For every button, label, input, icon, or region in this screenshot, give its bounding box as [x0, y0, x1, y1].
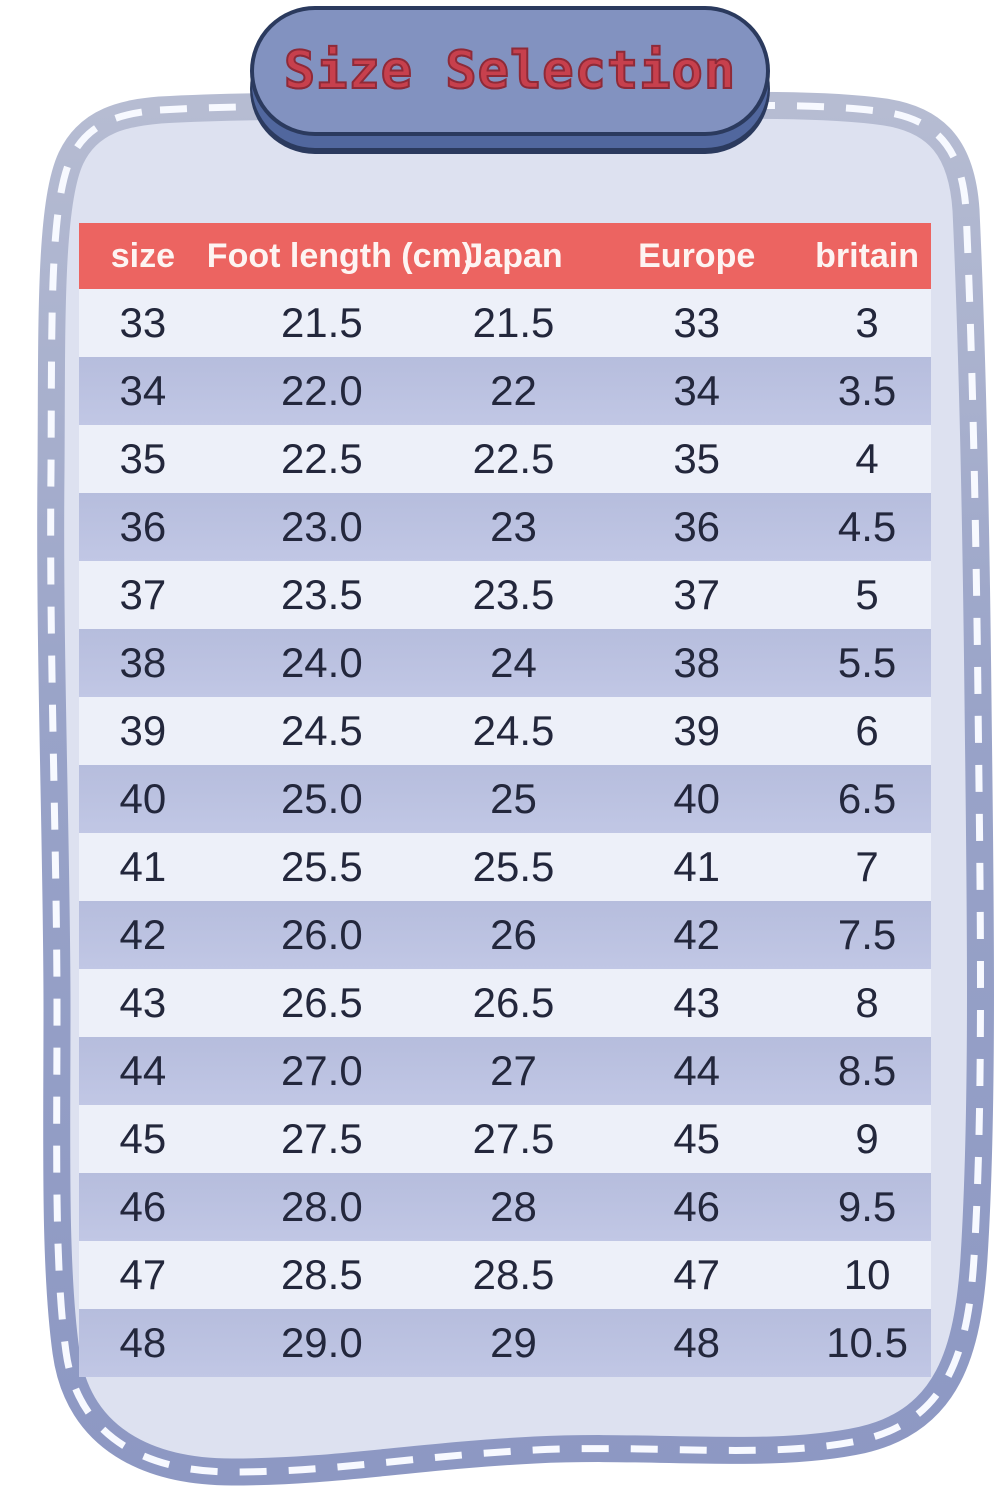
table-cell: 4.5	[837, 503, 897, 550]
header-foot-length: Foot length (cm)	[206, 236, 474, 275]
table-cell: 10	[843, 1251, 891, 1298]
table-cell: 21.5	[280, 299, 363, 346]
table-cell: 22.5	[280, 435, 363, 482]
table-cell: 38	[673, 639, 721, 686]
table-row	[79, 357, 931, 425]
table-cell: 34	[673, 367, 721, 414]
table-cell: 34	[119, 367, 167, 414]
table-row	[79, 1037, 931, 1105]
table-cell: 39	[673, 707, 721, 754]
table-cell: 46	[673, 1183, 721, 1230]
table-cell: 43	[119, 979, 167, 1026]
table-cell: 23.0	[280, 503, 363, 550]
table-cell: 4	[855, 435, 879, 482]
table-row	[79, 1309, 931, 1377]
table-cell: 7	[855, 843, 879, 890]
table-cell: 21.5	[472, 299, 555, 346]
table-cell: 24.0	[280, 639, 363, 686]
table-cell: 28	[490, 1183, 537, 1230]
table-cell: 23.5	[280, 571, 363, 618]
table-cell: 23	[490, 503, 537, 550]
table-cell: 40	[119, 775, 167, 822]
header-britain: britain	[815, 236, 920, 275]
table-cell: 45	[673, 1115, 721, 1162]
table-cell: 22.5	[472, 435, 555, 482]
table-cell: 28.5	[280, 1251, 363, 1298]
table-cell: 25.5	[280, 843, 363, 890]
table-row	[79, 1173, 931, 1241]
table-cell: 41	[119, 843, 167, 890]
table-cell: 43	[673, 979, 721, 1026]
table-cell: 3	[855, 299, 879, 346]
table-cell: 36	[119, 503, 167, 550]
table-cell: 38	[119, 639, 167, 686]
table-cell: 27.5	[472, 1115, 555, 1162]
table-cell: 44	[673, 1047, 721, 1094]
table-cell: 29.0	[280, 1319, 363, 1366]
table-cell: 28.5	[472, 1251, 555, 1298]
table-cell: 22	[490, 367, 537, 414]
table-cell: 37	[673, 571, 721, 618]
table-cell: 26.0	[280, 911, 363, 958]
table-cell: 9	[855, 1115, 879, 1162]
table-cell: 8.5	[837, 1047, 897, 1094]
table-cell: 26	[490, 911, 537, 958]
table-cell: 23.5	[472, 571, 555, 618]
table-cell: 42	[119, 911, 167, 958]
table-row	[79, 697, 931, 765]
table-cell: 45	[119, 1115, 167, 1162]
table-cell: 9.5	[837, 1183, 897, 1230]
page-title: Size Selection	[283, 41, 737, 101]
table-cell: 24.5	[280, 707, 363, 754]
table-row	[79, 493, 931, 561]
table-cell: 48	[119, 1319, 167, 1366]
header-europe: Europe	[638, 236, 756, 275]
size-table	[79, 223, 931, 1377]
table-cell: 27.5	[280, 1115, 363, 1162]
table-cell: 8	[855, 979, 879, 1026]
table-cell: 25.5	[472, 843, 555, 890]
table-row	[79, 289, 931, 357]
title-badge	[250, 6, 770, 136]
table-cell: 5	[855, 571, 879, 618]
table-cell: 47	[119, 1251, 167, 1298]
table-row	[79, 425, 931, 493]
table-row	[79, 1241, 931, 1309]
table-cell: 22.0	[280, 367, 363, 414]
table-cell: 24	[490, 639, 537, 686]
table-header-row	[79, 223, 931, 289]
table-cell: 26.5	[472, 979, 555, 1026]
table-cell: 33	[673, 299, 721, 346]
table-cell: 25	[490, 775, 537, 822]
table-cell: 29	[490, 1319, 537, 1366]
header-size: size	[110, 236, 176, 275]
table-row	[79, 833, 931, 901]
table-cell: 10.5	[826, 1319, 908, 1366]
table-cell: 6	[855, 707, 879, 754]
table-cell: 27	[490, 1047, 537, 1094]
header-japan: Japan	[464, 236, 563, 275]
table-cell: 36	[673, 503, 721, 550]
table-cell: 25.0	[280, 775, 363, 822]
table-cell: 7.5	[837, 911, 897, 958]
table-cell: 6.5	[837, 775, 897, 822]
size-table-body	[79, 289, 931, 1377]
table-row	[79, 1105, 931, 1173]
table-cell: 47	[673, 1251, 721, 1298]
table-cell: 35	[673, 435, 721, 482]
table-row	[79, 629, 931, 697]
table-cell: 37	[119, 571, 167, 618]
table-row	[79, 765, 931, 833]
table-row	[79, 901, 931, 969]
table-cell: 42	[673, 911, 721, 958]
table-cell: 44	[119, 1047, 167, 1094]
table-cell: 28.0	[280, 1183, 363, 1230]
table-row	[79, 561, 931, 629]
table-cell: 46	[119, 1183, 167, 1230]
table-cell: 35	[119, 435, 167, 482]
table-cell: 5.5	[837, 639, 897, 686]
table-cell: 33	[119, 299, 167, 346]
table-cell: 39	[119, 707, 167, 754]
table-cell: 26.5	[280, 979, 363, 1026]
table-row	[79, 969, 931, 1037]
table-cell: 27.0	[280, 1047, 363, 1094]
table-cell: 48	[673, 1319, 721, 1366]
table-cell: 41	[673, 843, 721, 890]
table-cell: 3.5	[837, 367, 897, 414]
table-cell: 24.5	[472, 707, 555, 754]
table-cell: 40	[673, 775, 721, 822]
